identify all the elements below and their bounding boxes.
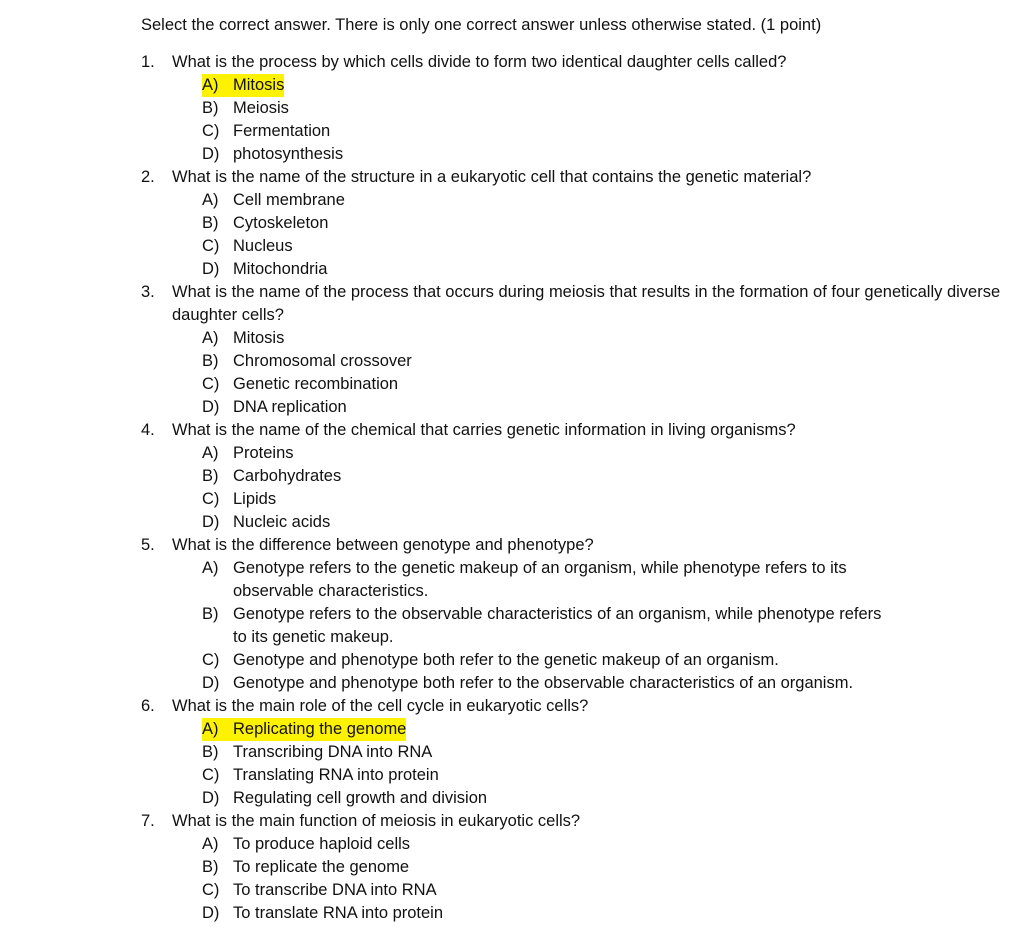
- option-text: Genotype and phenotype both refer to the observable characteristics of an organism.: [233, 674, 854, 692]
- option-letter: B): [202, 858, 219, 876]
- option-d[interactable]: [202, 143, 1001, 166]
- option-b[interactable]: [202, 212, 1001, 235]
- option-letter: C): [202, 490, 220, 508]
- option-letter: B): [202, 214, 219, 232]
- question-3: [141, 281, 1001, 419]
- option-letter: D): [202, 145, 220, 163]
- document: [141, 14, 1001, 925]
- question-number: 4.: [141, 421, 155, 439]
- option-letter: C): [202, 237, 220, 255]
- question-text: What is the name of the process that occurs during meiosis that results in the formation of four genetically diverse daughter cells?: [172, 283, 1001, 324]
- option-letter: D): [202, 513, 220, 531]
- question-6: [141, 695, 1001, 810]
- question-number: 1.: [141, 53, 155, 71]
- option-c[interactable]: [202, 488, 1001, 511]
- question-body: [172, 419, 1001, 534]
- option-c[interactable]: [202, 649, 1001, 672]
- option-d[interactable]: [202, 902, 1001, 925]
- question-number: 3.: [141, 283, 155, 301]
- question-1: [141, 51, 1001, 166]
- option-letter: A): [202, 191, 219, 209]
- option-letter: C): [202, 651, 220, 669]
- option-b[interactable]: [202, 741, 1001, 764]
- question-body: [172, 534, 1001, 695]
- option-a[interactable]: [202, 327, 1001, 350]
- option-letter: C): [202, 881, 220, 899]
- option-b[interactable]: [202, 603, 1001, 649]
- option-text: Genetic recombination: [233, 375, 399, 393]
- question-number: 5.: [141, 536, 155, 554]
- option-text: Carbohydrates: [233, 467, 342, 485]
- option-letter: D): [202, 904, 220, 922]
- question-text: What is the name of the structure in a eukaryotic cell that contains the genetic material?: [172, 168, 812, 186]
- option-text: Nucleic acids: [233, 513, 331, 531]
- option-d[interactable]: [202, 787, 1001, 810]
- option-letter: A): [202, 444, 219, 462]
- option-c[interactable]: [202, 373, 1001, 396]
- option-list: [172, 189, 1001, 281]
- option-text: photosynthesis: [233, 145, 344, 163]
- option-letter: B): [202, 99, 219, 117]
- option-list: [172, 327, 1001, 419]
- option-a[interactable]: [202, 189, 1001, 212]
- option-text: Lipids: [233, 490, 277, 508]
- option-text: Chromosomal crossover: [233, 352, 412, 370]
- option-a[interactable]: [202, 833, 1001, 856]
- option-a-highlighted[interactable]: [202, 718, 406, 741]
- question-number: 2.: [141, 168, 155, 186]
- option-letter: D): [202, 260, 220, 278]
- option-text: To replicate the genome: [233, 858, 410, 876]
- question-2: [141, 166, 1001, 281]
- option-text: Mitosis: [233, 74, 284, 97]
- question-text: What is the main function of meiosis in eukaryotic cells?: [172, 812, 581, 830]
- option-list: [172, 557, 1001, 695]
- instructions: Select the correct answer. There is only one correct answer unless otherwise stated. (1 point): [141, 16, 822, 34]
- option-d[interactable]: [202, 258, 1001, 281]
- option-d[interactable]: [202, 396, 1001, 419]
- question-body: [172, 281, 1001, 419]
- option-a[interactable]: [202, 557, 1001, 603]
- option-letter: A): [202, 718, 233, 741]
- option-d[interactable]: [202, 511, 1001, 534]
- question-text: What is the difference between genotype and phenotype?: [172, 536, 594, 554]
- question-7: [141, 810, 1001, 925]
- option-letter: A): [202, 329, 219, 347]
- option-text: Genotype refers to the genetic makeup of an organism, while phenotype refers to its observable characteristics.: [233, 559, 847, 600]
- option-b[interactable]: [202, 856, 1001, 879]
- option-d[interactable]: [202, 672, 1001, 695]
- option-letter: A): [202, 74, 233, 97]
- question-text: What is the main role of the cell cycle in eukaryotic cells?: [172, 697, 589, 715]
- option-text: Proteins: [233, 444, 294, 462]
- option-letter: A): [202, 559, 219, 577]
- option-letter: A): [202, 835, 219, 853]
- question-number: 7.: [141, 812, 155, 830]
- option-text: Cytoskeleton: [233, 214, 329, 232]
- option-text: Mitosis: [233, 329, 285, 347]
- option-c[interactable]: [202, 764, 1001, 787]
- option-b[interactable]: [202, 350, 1001, 373]
- option-letter: C): [202, 122, 220, 140]
- option-text: Genotype and phenotype both refer to the genetic makeup of an organism.: [233, 651, 779, 669]
- option-text: Meiosis: [233, 99, 289, 117]
- question-text: What is the process by which cells divide to form two identical daughter cells called?: [172, 53, 787, 71]
- option-letter: B): [202, 743, 219, 761]
- option-list: [172, 833, 1001, 925]
- question-number: 6.: [141, 697, 155, 715]
- option-text: Fermentation: [233, 122, 331, 140]
- option-letter: C): [202, 375, 220, 393]
- option-text: To translate RNA into protein: [233, 904, 444, 922]
- question-text: What is the name of the chemical that carries genetic information in living organisms?: [172, 421, 796, 439]
- option-text: To transcribe DNA into RNA: [233, 881, 437, 899]
- option-letter: D): [202, 674, 220, 692]
- option-text: Regulating cell growth and division: [233, 789, 488, 807]
- question-4: [141, 419, 1001, 534]
- option-a-highlighted[interactable]: [202, 74, 284, 97]
- option-b[interactable]: [202, 465, 1001, 488]
- option-c[interactable]: [202, 235, 1001, 258]
- option-c[interactable]: [202, 879, 1001, 902]
- option-b[interactable]: [202, 97, 1001, 120]
- question-body: [172, 51, 1001, 166]
- question-body: [172, 810, 1001, 925]
- option-letter: C): [202, 766, 220, 784]
- question-5: [141, 534, 1001, 695]
- option-letter: B): [202, 352, 219, 370]
- option-c[interactable]: [202, 120, 1001, 143]
- option-letter: D): [202, 789, 220, 807]
- option-text: Translating RNA into protein: [233, 766, 439, 784]
- option-text: To produce haploid cells: [233, 835, 411, 853]
- question-body: [172, 695, 1001, 810]
- option-text: Cell membrane: [233, 191, 345, 209]
- option-list: [172, 442, 1001, 534]
- option-letter: D): [202, 398, 220, 416]
- option-text: Mitochondria: [233, 260, 328, 278]
- option-text: DNA replication: [233, 398, 347, 416]
- question-body: [172, 166, 1001, 281]
- option-text: Transcribing DNA into RNA: [233, 743, 433, 761]
- option-text: Nucleus: [233, 237, 293, 255]
- option-text: Replicating the genome: [233, 718, 406, 741]
- option-letter: B): [202, 467, 219, 485]
- option-a[interactable]: [202, 442, 1001, 465]
- option-list: [172, 74, 1001, 166]
- option-text: Genotype refers to the observable characteristics of an organism, while phenotype refers to its genetic makeup.: [233, 605, 882, 646]
- option-letter: B): [202, 605, 219, 623]
- option-list: [172, 718, 1001, 810]
